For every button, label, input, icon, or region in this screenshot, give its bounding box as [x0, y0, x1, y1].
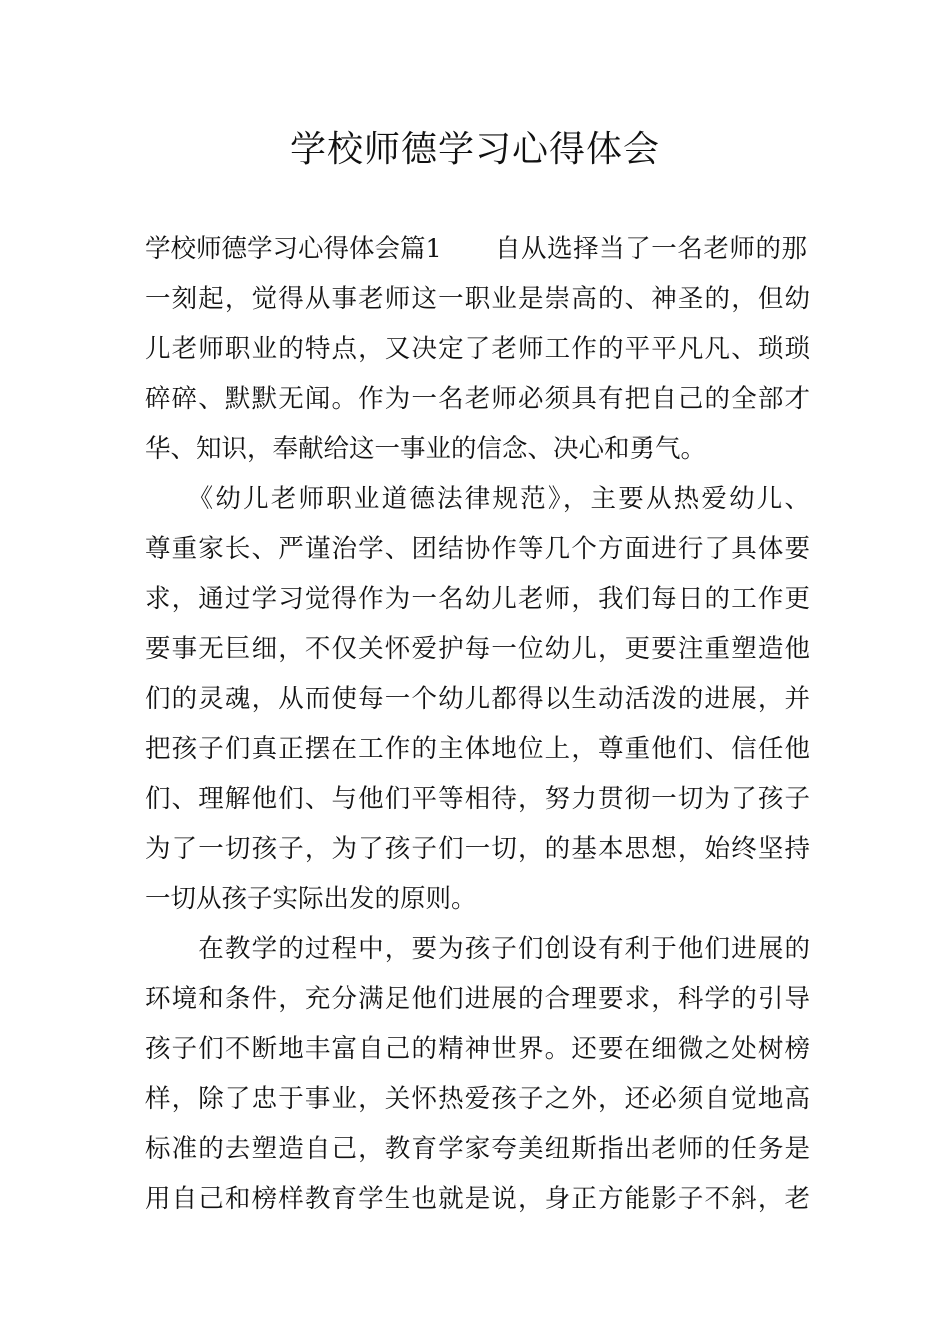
paragraph-line: 为了一切孩子，为了孩子们一切，的基本思想，始终坚持	[145, 834, 810, 864]
paragraph-line: 一切从孩子实际出发的原则。	[145, 884, 477, 914]
paragraph-line: 儿老师职业的特点，又决定了老师工作的平平凡凡、琐琐	[145, 334, 810, 364]
paragraph-line: 把孩子们真正摆在工作的主体地位上，尊重他们、信任他	[145, 734, 810, 764]
paragraph-line: 样，除了忠于事业，关怀热爱孩子之外，还必须自觉地高	[145, 1084, 810, 1114]
paragraph-line: 标准的去塑造自己，教育学家夸美纽斯指出老师的任务是	[145, 1134, 810, 1164]
paragraph-line: 尊重家长、严谨治学、团结协作等几个方面进行了具体要	[145, 534, 810, 564]
paragraph-line: 在教学的过程中，要为孩子们创设有利于他们进展的	[145, 934, 810, 964]
paragraph-line: 碎碎、默默无闻。作为一名老师必须具有把自己的全部才	[145, 384, 810, 414]
document-title: 学校师德学习心得体会	[289, 129, 660, 170]
section-heading: 学校师德学习心得体会篇1	[145, 234, 442, 264]
paragraph-line: 华、知识，奉献给这一事业的信念、决心和勇气。	[145, 434, 707, 464]
paragraph-line: 求，通过学习觉得作为一名幼儿老师，我们每日的工作更	[145, 584, 810, 614]
paragraph-line: 们、理解他们、与他们平等相待，努力贯彻一切为了孩子	[145, 784, 810, 814]
paragraph-line: 一刻起，觉得从事老师这一职业是崇高的、神圣的，但幼	[145, 284, 810, 314]
paragraph-line: 环境和条件，充分满足他们进展的合理要求，科学的引导	[145, 984, 810, 1014]
document-body	[145, 224, 810, 1224]
paragraph-1-line-1	[145, 224, 810, 274]
paragraph-line: 们的灵魂，从而使每一个幼儿都得以生动活泼的进展，并	[145, 684, 810, 714]
paragraph-line: 孩子们不断地丰富自己的精神世界。还要在细微之处树榜	[145, 1034, 810, 1064]
paragraph-line: 要事无巨细，不仅关怀爱护每一位幼儿，更要注重塑造他	[145, 634, 810, 664]
paragraph-text: 自从选择当了一名老师的那	[495, 234, 807, 264]
paragraph-line: 《幼儿老师职业道德法律规范》，主要从热爱幼儿、	[145, 484, 810, 514]
paragraph-line: 用自己和榜样教育学生也就是说，身正方能影子不斜，老	[145, 1184, 810, 1214]
